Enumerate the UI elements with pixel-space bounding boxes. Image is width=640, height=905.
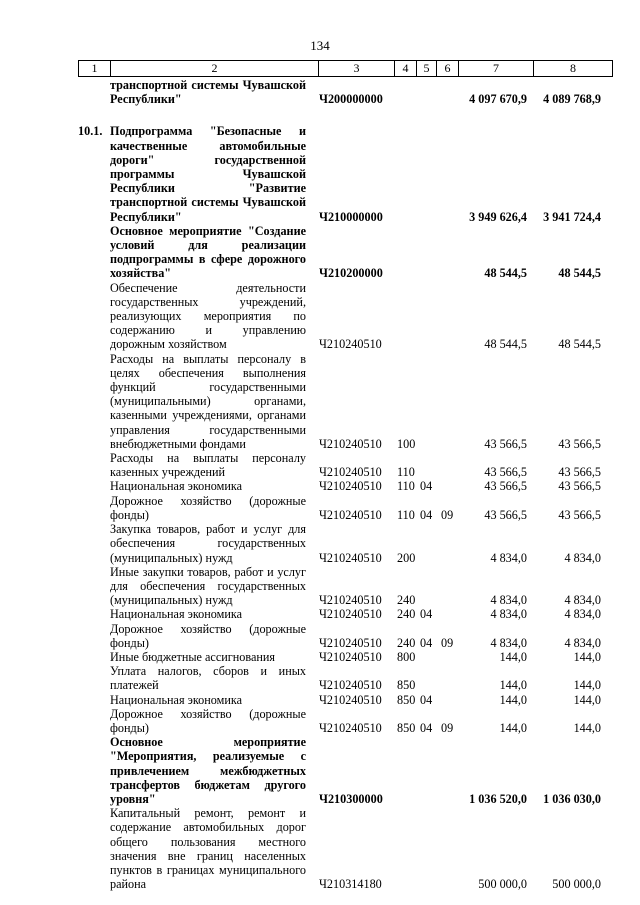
table-row [78,565,613,608]
row-sum-col8: 144,0 [573,678,601,693]
row-expense-type: 110 [397,465,415,480]
row-code: Ч210314180 [319,877,382,892]
table-row [78,622,613,650]
row-description: Дорожное хозяйство (дорожные фонды) [110,706,306,735]
budget-table [78,60,613,891]
row-number: 10.1. [78,124,103,139]
row-description: Национальная экономика [110,607,243,622]
table-row [78,607,613,621]
row-sum-col7: 4 097 670,9 [469,92,527,107]
row-code: Ч210240510 [319,550,382,565]
row-sum-col7: 43 566,5 [484,465,527,480]
row-sum-col7: 48 544,5 [484,266,527,281]
row-expense-type: 100 [397,436,416,451]
row-sum-col7: 43 566,5 [484,507,527,522]
row-sum-col8: 48 544,5 [558,266,601,281]
table-row [78,124,613,223]
header-col-8: 8 [533,61,613,76]
header-col-3: 3 [318,61,394,76]
row-description: Национальная экономика [110,692,243,707]
header-col-2: 2 [110,61,318,76]
row-code: Ч210240510 [319,507,382,522]
row-sum-col8: 144,0 [573,720,601,735]
row-description: Уплата налогов, сборов и иных платежей [110,664,306,693]
row-description: Основное мероприятие "Мероприятия, реализуемые с привлечением межбюджетных трансфертов бюджетам другого уровня" [110,735,306,806]
row-section: 04 [420,635,433,650]
table-row [78,224,613,281]
row-sum-col7: 43 566,5 [484,436,527,451]
row-sum-col8: 500 000,0 [552,877,601,892]
row-code: Ч210240510 [319,593,382,608]
table-row [78,664,613,692]
table-row [78,650,613,664]
row-sum-col8: 4 834,0 [564,635,601,650]
row-code: Ч210240510 [319,607,382,622]
row-sum-col8: 43 566,5 [558,479,601,494]
row-description: Иные закупки товаров, работ и услуг для обеспечения государственных (муниципальных) нужд [110,564,306,608]
row-section: 04 [420,720,433,735]
row-description: Подпрограмма "Безопасные и качественные автомобильные дороги" государственной программы Чувашской Республики "Развитие транспортной системы Чувашской Республики" [110,124,306,224]
header-col-6: 6 [436,61,458,76]
row-section: 04 [420,479,433,494]
table-row [78,451,613,479]
row-expense-type: 200 [397,550,416,565]
row-sum-col8: 4 834,0 [564,593,601,608]
row-expense-type: 110 [397,507,415,522]
row-code: Ч210240510 [319,465,382,480]
table-row [78,707,613,735]
row-description: транспортной системы Чувашской Республики" [110,78,306,107]
row-sum-col7: 3 949 626,4 [469,209,527,224]
table-row [78,281,613,352]
row-section: 04 [420,607,433,622]
header-col-7: 7 [458,61,533,76]
row-expense-type: 850 [397,692,416,707]
row-sum-col8: 4 834,0 [564,607,601,622]
table-header [78,60,613,77]
table-row [78,693,613,707]
row-code: Ч210240510 [319,479,382,494]
row-code: Ч210240510 [319,692,382,707]
row-expense-type: 110 [397,479,415,494]
row-code: Ч210000000 [319,209,383,224]
row-description: Национальная экономика [110,479,243,494]
row-section: 04 [420,692,433,707]
row-sum-col7: 43 566,5 [484,479,527,494]
row-code: Ч210240510 [319,678,382,693]
row-expense-type: 240 [397,607,416,622]
row-sum-col7: 144,0 [499,649,527,664]
header-col-5: 5 [416,61,436,76]
row-sum-col7: 1 036 520,0 [469,791,527,806]
row-sum-col8: 43 566,5 [558,507,601,522]
table-row [78,479,613,493]
table-row [78,494,613,522]
row-description: Расходы на выплаты персоналу в целях обеспечения выполнения функций государственными (муниципальными) органами, казенными учреждениями, органами управления государственными внебюджетными фондами [110,351,306,451]
row-code: Ч210300000 [319,791,383,806]
row-description: Капитальный ремонт, ремонт и содержание автомобильных дорог общего пользования местного значения вне границ населенных пунктов в границах муниципального района [110,806,306,892]
row-code: Ч210240510 [319,720,382,735]
row-code: Ч210240510 [319,337,382,352]
row-expense-type: 240 [397,593,416,608]
row-sum-col8: 4 089 768,9 [543,92,601,107]
row-sum-col8: 48 544,5 [558,337,601,352]
row-sum-col7: 4 834,0 [490,550,527,565]
row-description: Расходы на выплаты персоналу казенных учреждений [110,451,306,480]
row-sum-col7: 144,0 [499,720,527,735]
row-sum-col8: 1 036 030,0 [543,791,601,806]
table-row [78,352,613,451]
row-section: 04 [420,507,433,522]
row-sum-col8: 43 566,5 [558,465,601,480]
table-row [78,78,613,106]
row-code: Ч210240510 [319,635,382,650]
row-subsection: 09 [441,635,454,650]
row-description: Обеспечение деятельности государственных учреждений, реализующих мероприятия по содержанию и управлению дорожным хозяйством [110,280,306,352]
row-expense-type: 850 [397,678,416,693]
row-sum-col7: 48 544,5 [484,337,527,352]
row-description: Основное мероприятие "Создание условий для реализации подпрограммы в сфере дорожного хозяйства" [110,223,306,281]
row-sum-col7: 144,0 [499,692,527,707]
row-code: Ч210240510 [319,649,382,664]
row-expense-type: 850 [397,720,416,735]
row-sum-col8: 144,0 [573,649,601,664]
row-sum-col7: 500 000,0 [478,877,527,892]
table-row [78,735,613,806]
header-col-4: 4 [394,61,416,76]
row-sum-col7: 4 834,0 [490,593,527,608]
row-sum-col7: 144,0 [499,678,527,693]
table-row [78,806,613,891]
row-sum-col7: 4 834,0 [490,607,527,622]
row-expense-type: 800 [397,649,416,664]
row-sum-col8: 4 834,0 [564,550,601,565]
row-expense-type: 240 [397,635,416,650]
table-row [78,522,613,565]
row-subsection: 09 [441,720,454,735]
table-body [78,78,613,891]
row-sum-col8: 3 941 724,4 [543,209,601,224]
header-col-1: 1 [78,61,110,76]
row-sum-col8: 144,0 [573,692,601,707]
row-sum-col7: 4 834,0 [490,635,527,650]
row-code: Ч200000000 [319,92,383,107]
row-description: Закупка товаров, работ и услуг для обеспечения государственных (муниципальных) нужд [110,522,306,565]
row-code: Ч210240510 [319,436,382,451]
row-description: Иные бюджетные ассигнования [110,649,276,664]
row-sum-col8: 43 566,5 [558,436,601,451]
page-number: 134 [310,38,330,53]
row-description: Дорожное хозяйство (дорожные фонды) [110,621,306,650]
row-subsection: 09 [441,507,454,522]
row-code: Ч210200000 [319,266,383,281]
row-description: Дорожное хозяйство (дорожные фонды) [110,493,306,522]
